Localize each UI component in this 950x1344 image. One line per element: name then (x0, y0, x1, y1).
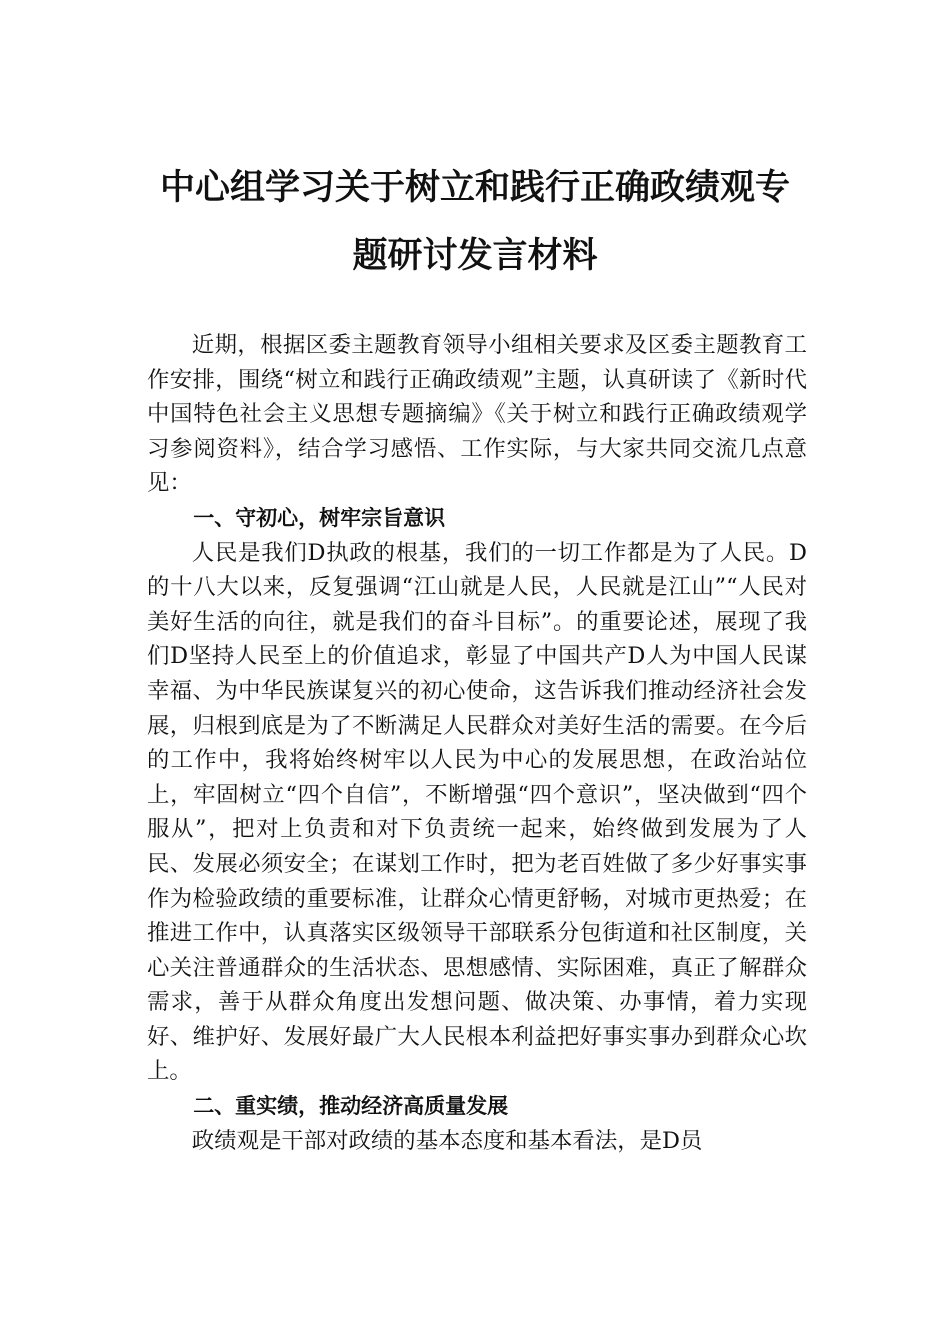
section-heading-2: 二、重实绩，推动经济高质量发展 (193, 1094, 509, 1119)
section-2-paragraph: 政绩观是干部对政绩的基本态度和基本看法，是D员 (191, 1127, 703, 1154)
section-heading-1: 一、守初心，树牢宗旨意识 (193, 505, 446, 530)
document-title-line-1: 中心组学习关于树立和践行正确政绩观专 (159, 168, 790, 208)
section-1-paragraph: 人民是我们D执政的根基，我们的一切工作都是为了人民。D的十八大以来，反复强调“江山就是人民，人民就是江山”“人民对美好生活的向往，就是我们的奋斗目标”。的重要论述，展现了我们D坚持人民至上的价值追求，彰显了中国共产D人为中国人民谋幸福、为中华民族谋复兴的初心使命，这告诉我们推动经济社会发展，归根到底是为了不断满足人民群众对美好生活的需要。在今后的工作中，我将始终树牢以人民为中心的发展思想，在政治站位上，牢固树立“四个自信”，不断增强“四个意识”，坚决做到“四个服从”，把对上负责和对下负责统一起来，始终做到发展为了人民、发展必须安全；在谋划工作时，把为老百姓做了多少好事实事作为检验政绩的重要标准，让群众心情更舒畅，对城市更热爱；在推进工作中，认真落实区级领导干部联系分包街道和社区制度，关心关注普通群众的生活状态、思想感情、实际困难，真正了解群众需求，善于从群众角度出发想问题、做决策、办事情，着力实现好、维护好、发展好最广大人民根本利益把好事实事办到群众心坎上。 (147, 539, 807, 1085)
intro-paragraph: 近期，根据区委主题教育领导小组相关要求及区委主题教育工作安排，围绕“树立和践行正确政绩观”主题，认真研读了《新时代中国特色社会主义思想专题摘编》《关于树立和践行正确政绩观学习参阅资料》，结合学习感悟、工作实际，与大家共同交流几点意见： (147, 332, 807, 497)
document-title-line-2: 题研讨发言材料 (352, 236, 598, 276)
document-body (147, 328, 807, 1158)
